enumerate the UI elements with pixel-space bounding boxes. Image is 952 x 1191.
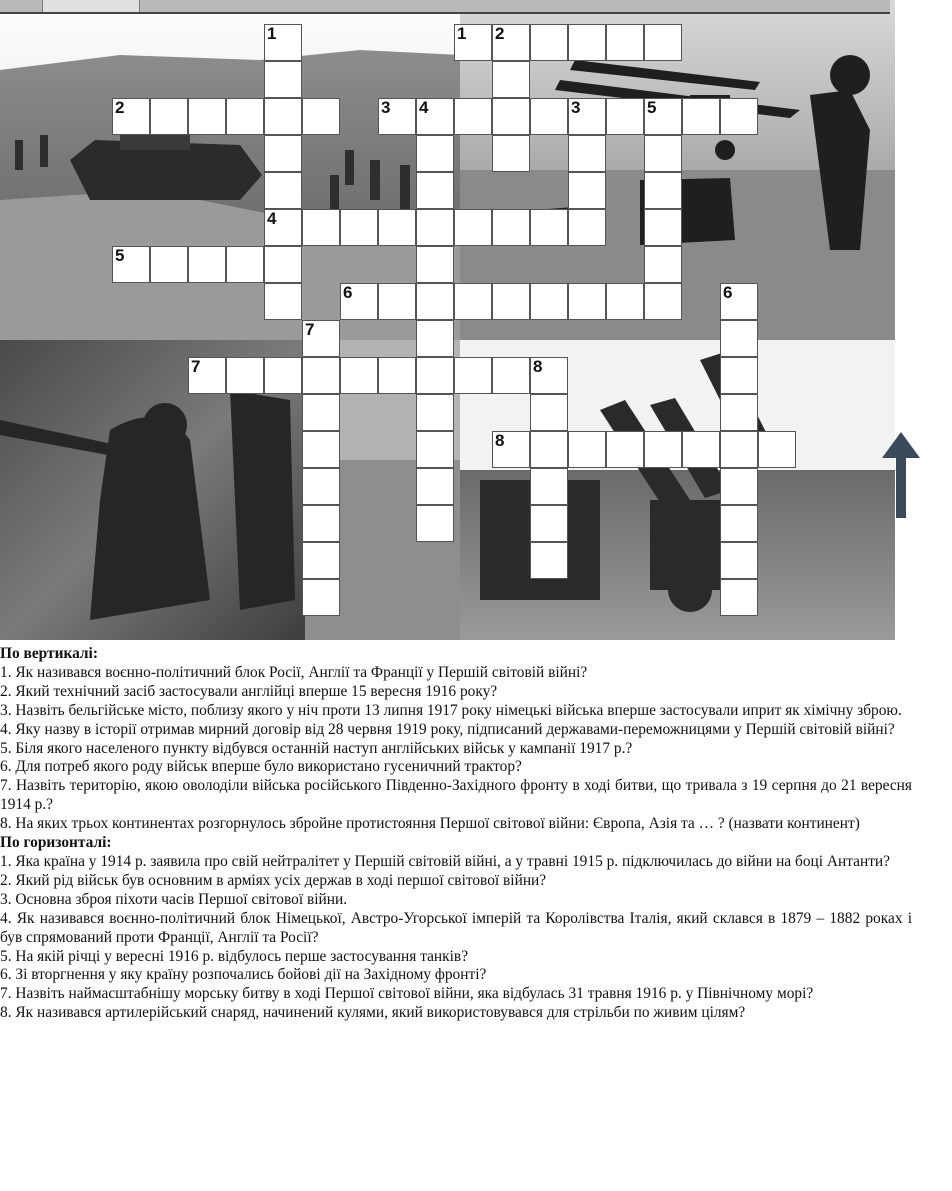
crossword-cell[interactable] <box>606 283 644 320</box>
crossword-cell[interactable] <box>264 209 302 246</box>
crossword-cell[interactable] <box>606 98 644 135</box>
crossword-cell[interactable] <box>682 98 720 135</box>
clue-vertical-6: 6. Для потреб якого роду військ вперше було використано гусеничний трактор? <box>0 758 522 776</box>
crossword-cell[interactable] <box>416 172 454 209</box>
crossword-cell[interactable] <box>302 431 340 468</box>
crossword-cell[interactable] <box>150 246 188 283</box>
crossword-cell[interactable] <box>530 98 568 135</box>
clue-horizontal-6: 6. Зі вторгнення у яку країну розпочались бойові дії на Західному фронті? <box>0 966 487 984</box>
crossword-cell[interactable] <box>530 209 568 246</box>
crossword-cell[interactable] <box>530 468 568 505</box>
crossword-cell[interactable] <box>530 283 568 320</box>
crossword-cell[interactable] <box>416 98 454 135</box>
clue-number: 4 <box>419 98 429 117</box>
crossword-cell[interactable] <box>264 172 302 209</box>
crossword-cell[interactable] <box>454 98 492 135</box>
crossword-cell[interactable] <box>188 98 226 135</box>
crossword-cell[interactable] <box>454 209 492 246</box>
clue-number: 3 <box>571 98 581 117</box>
crossword-cell[interactable] <box>644 283 682 320</box>
clue-number: 6 <box>343 283 353 302</box>
clue-number: 7 <box>305 320 315 339</box>
crossword-cell[interactable] <box>416 394 454 431</box>
clue-vertical-2: 2. Який технічний засіб застосували англійці вперше 15 вересня 1916 року? <box>0 682 498 700</box>
clue-vertical-8: 8. На яких трьох континентах розгорнулось збройне протистояння Першої світової війни: Європа, Азія та … ? (назвати континент) <box>0 815 860 833</box>
crossword-cell[interactable] <box>492 135 530 172</box>
crossword-cell[interactable] <box>416 505 454 542</box>
crossword-cell[interactable] <box>720 283 758 320</box>
crossword-cell[interactable] <box>492 24 530 61</box>
clue-horizontal-1: 1. Яка країна у 1914 р. заявила про свій нейтралітет у Першій світовій війні, а у травні 1915 р. підключилась до війни на боці Антанти? <box>0 852 890 870</box>
crossword-cell[interactable] <box>720 320 758 357</box>
crossword-cell[interactable] <box>340 357 378 394</box>
crossword-cell[interactable] <box>720 431 758 468</box>
crossword-cell[interactable] <box>568 135 606 172</box>
crossword-cell[interactable] <box>378 283 416 320</box>
crossword-cell[interactable] <box>530 357 568 394</box>
clue-vertical-1: 1. Як називався воєнно-політичний блок Росії, Англії та Франції у Першій світовій війні? <box>0 663 588 681</box>
clue-number: 4 <box>267 209 277 228</box>
crossword-cell[interactable] <box>606 431 644 468</box>
crossword-cell[interactable] <box>492 357 530 394</box>
crossword-cell[interactable] <box>378 209 416 246</box>
crossword-cell[interactable] <box>416 135 454 172</box>
crossword-cell[interactable] <box>302 357 340 394</box>
crossword-cell[interactable] <box>568 431 606 468</box>
crossword-cell[interactable] <box>568 283 606 320</box>
crossword-cell[interactable] <box>340 209 378 246</box>
crossword-cell[interactable] <box>264 24 302 61</box>
crossword-cell[interactable] <box>378 357 416 394</box>
crossword-cell[interactable] <box>492 209 530 246</box>
crossword-cell[interactable] <box>720 505 758 542</box>
clue-horizontal-4: 4. Як називався воєнно-політичний блок Німецької, Австро-Угорської імперій та Королівства Італія, який склався в 1879 – 1882 роках і був спрямований проти Франції, Англії та Росії? <box>0 909 912 946</box>
clue-horizontal-2: 2. Який рід військ був основним в арміях усіх держав в ході першої світової війни? <box>0 871 547 889</box>
crossword-cell[interactable] <box>492 283 530 320</box>
crossword-cell[interactable] <box>416 283 454 320</box>
crossword-cell[interactable] <box>416 209 454 246</box>
crossword-cell[interactable] <box>606 24 644 61</box>
crossword-cell[interactable] <box>416 431 454 468</box>
vertical-heading: По вертикалі: <box>0 645 98 662</box>
clue-number: 3 <box>381 98 391 117</box>
clue-horizontal-5: 5. На якій річці у вересні 1916 р. відбулось перше застосування танків? <box>0 947 469 965</box>
clue-vertical-3: 3. Назвіть бельгійське місто, поблизу якого у ніч проти 13 липня 1917 року німецькі війська вперше застосували иприт як хімічну зброю. <box>0 701 902 719</box>
crossword-cell[interactable] <box>340 283 378 320</box>
crossword-cell[interactable] <box>264 61 302 98</box>
crossword-cell[interactable] <box>644 431 682 468</box>
crossword-cell[interactable] <box>758 431 796 468</box>
crossword-cell[interactable] <box>226 246 264 283</box>
clue-vertical-4: 4. Яку назву в історії отримав мирний договір від 28 червня 1919 року, підписаний державами-переможницями у Першій світовій війні? <box>0 720 895 738</box>
crossword-cell[interactable] <box>454 24 492 61</box>
clue-horizontal-7: 7. Назвіть наймасштабнішу морську битву в ході Першої світової війни, яка відбулась 31 травня 1916 р. у Північному морі? <box>0 985 814 1003</box>
crossword-cell[interactable] <box>530 24 568 61</box>
crossword-cell[interactable] <box>226 357 264 394</box>
crossword-cell[interactable] <box>264 357 302 394</box>
crossword-cell[interactable] <box>302 209 340 246</box>
clue-vertical-7: 7. Назвіть територію, якою оволоділи війська російського Південно-Західного фронту в ході битви, що тривала з 19 серпня до 21 вересня 1914 р.? <box>0 777 912 814</box>
crossword-cell[interactable] <box>568 98 606 135</box>
crossword-cell[interactable] <box>264 135 302 172</box>
clue-number: 2 <box>495 24 505 43</box>
clue-number: 5 <box>647 98 657 117</box>
clue-horizontal-3: 3. Основна зброя піхоти часів Першої світової війни. <box>0 890 348 908</box>
crossword-cell[interactable] <box>302 98 340 135</box>
crossword-cell[interactable] <box>644 135 682 172</box>
crossword-cell[interactable] <box>416 357 454 394</box>
crossword-cell[interactable] <box>492 431 530 468</box>
crossword-cell[interactable] <box>644 98 682 135</box>
clue-number: 1 <box>457 24 467 43</box>
crossword-cell[interactable] <box>416 246 454 283</box>
crossword-cell[interactable] <box>720 98 758 135</box>
clue-number: 5 <box>115 246 125 265</box>
crossword-cell[interactable] <box>302 579 340 616</box>
crossword-cell[interactable] <box>264 283 302 320</box>
clue-number: 7 <box>191 357 201 376</box>
crossword-cell[interactable] <box>264 246 302 283</box>
clue-horizontal-8: 8. Як називався артилерійський снаряд, начинений кулями, який використовувався для стрільби по живим цілям? <box>0 1004 746 1022</box>
clue-vertical-5: 5. Біля якого населеного пункту відбувся останній наступ англійських військ у кампанії 1917 р.? <box>0 739 633 757</box>
clue-number: 6 <box>723 283 733 302</box>
crossword-cell[interactable] <box>112 98 150 135</box>
crossword-cell[interactable] <box>568 24 606 61</box>
clue-number: 8 <box>495 431 505 450</box>
crossword-cell[interactable] <box>682 431 720 468</box>
crossword-cell[interactable] <box>644 246 682 283</box>
crossword-cell[interactable] <box>378 98 416 135</box>
crossword-cell[interactable] <box>720 579 758 616</box>
crossword-cell[interactable] <box>226 98 264 135</box>
crossword-cell[interactable] <box>720 394 758 431</box>
crossword-cell[interactable] <box>454 283 492 320</box>
crossword-cell[interactable] <box>568 209 606 246</box>
up-arrow-icon <box>876 428 926 522</box>
crossword-cell[interactable] <box>416 468 454 505</box>
crossword-cell[interactable] <box>530 505 568 542</box>
crossword-cell[interactable] <box>644 209 682 246</box>
crossword-cell[interactable] <box>530 542 568 579</box>
crossword-cell[interactable] <box>720 468 758 505</box>
crossword-cell[interactable] <box>492 61 530 98</box>
crossword-cell[interactable] <box>302 542 340 579</box>
clue-number: 2 <box>115 98 125 117</box>
crossword-cell[interactable] <box>720 357 758 394</box>
horizontal-heading: По горизонталі: <box>0 834 112 852</box>
crossword-cell[interactable] <box>264 98 302 135</box>
crossword-cell[interactable] <box>302 320 340 357</box>
crossword-cell[interactable] <box>454 357 492 394</box>
crossword-cell[interactable] <box>530 431 568 468</box>
crossword-cell[interactable] <box>302 468 340 505</box>
clue-number: 8 <box>533 357 543 376</box>
crossword-cell[interactable] <box>644 172 682 209</box>
crossword-cell[interactable] <box>188 357 226 394</box>
clues-section <box>0 645 912 1023</box>
crossword-cell[interactable] <box>188 246 226 283</box>
crossword-cell[interactable] <box>302 394 340 431</box>
crossword-cell[interactable] <box>416 320 454 357</box>
crossword-cell[interactable] <box>644 24 682 61</box>
crossword-cell[interactable] <box>720 542 758 579</box>
crossword-cell[interactable] <box>530 394 568 431</box>
crossword-cell[interactable] <box>302 505 340 542</box>
crossword-cell[interactable] <box>150 98 188 135</box>
crossword-cell[interactable] <box>492 98 530 135</box>
crossword-cell[interactable] <box>112 246 150 283</box>
clue-number: 1 <box>267 24 277 43</box>
crossword-cell[interactable] <box>568 172 606 209</box>
